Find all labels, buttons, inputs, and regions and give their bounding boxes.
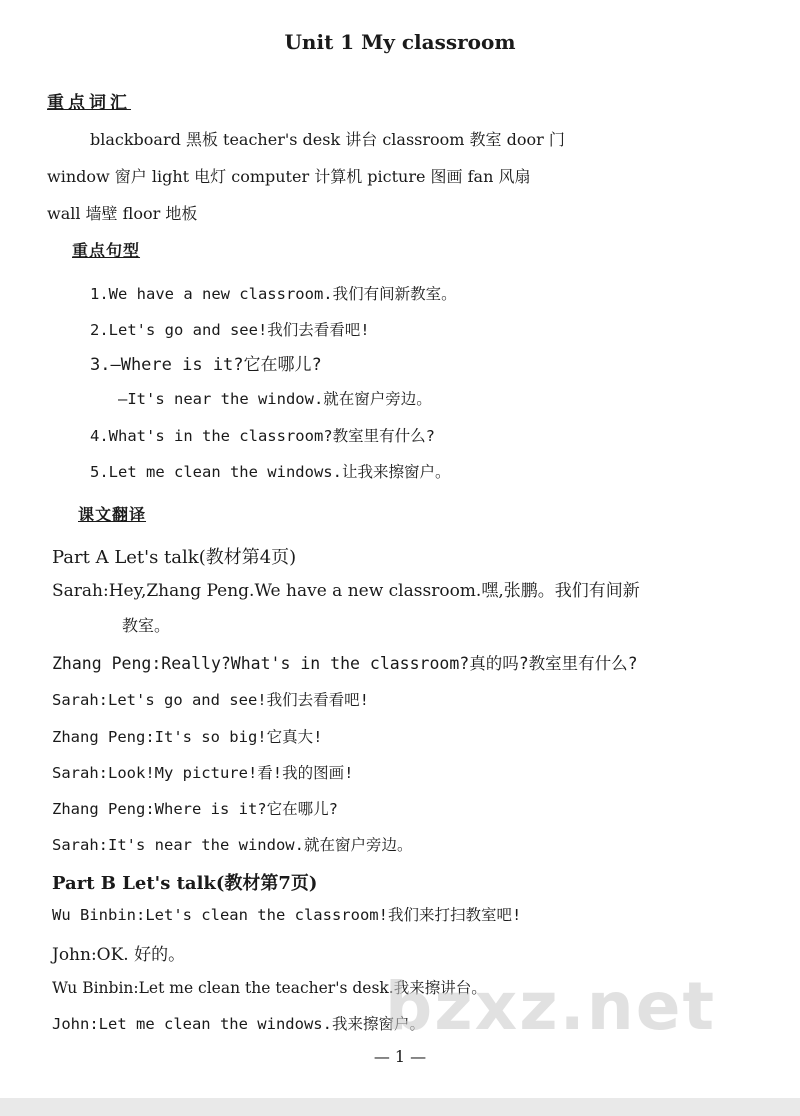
vocab-line: blackboard 黑板 teacher's desk 讲台 classroom 教室 door 门: [90, 130, 565, 149]
dialogue-line: Zhang Peng:It's so big!它真大!: [52, 728, 323, 746]
dialogue-line: Wu Binbin:Let's clean the classroom!我们来打扫教室吧!: [52, 906, 522, 924]
page-number: — 1 —: [373, 1047, 427, 1066]
part-b-title: Part B Let's talk(教材第7页): [52, 873, 318, 894]
sentence-item: 3.—Where is it?它在哪儿?: [90, 355, 322, 375]
dialogue-line: Sarah:It's near the window.就在窗户旁边。: [52, 836, 413, 854]
translation-heading: 课文翻译: [78, 505, 147, 524]
bottom-strip: [0, 1098, 800, 1116]
dialogue-line: John:Let me clean the windows.我来擦窗户。: [52, 1015, 425, 1033]
vocab-line: wall 墙壁 floor 地板: [47, 204, 198, 223]
dialogue-line: 教室。: [122, 616, 171, 635]
sentence-item: 1.We have a new classroom.我们有间新教室。: [90, 285, 457, 303]
dialogue-line: Wu Binbin:Let me clean the teacher's desk.我来擦讲台。: [52, 979, 487, 997]
sentence-item: 5.Let me clean the windows.让我来擦窗户。: [90, 463, 451, 481]
dialogue-line: John:OK. 好的。: [52, 945, 186, 965]
dialogue-line: Sarah:Look!My picture!看!我的图画!: [52, 764, 354, 782]
dialogue-line: Sarah:Hey,Zhang Peng.We have a new classroom.嘿,张鹏。我们有间新: [52, 581, 640, 601]
sentence-item: 2.Let's go and see!我们去看看吧!: [90, 321, 370, 339]
dialogue-line: Sarah:Let's go and see!我们去看看吧!: [52, 691, 369, 709]
part-a-title: Part A Let's talk(教材第4页): [52, 547, 297, 568]
sentences-heading: 重点句型: [72, 241, 141, 260]
sentence-item: —It's near the window.就在窗户旁边。: [118, 390, 432, 408]
page-title: Unit 1 My classroom: [284, 30, 516, 54]
vocab-heading: 重点词汇: [47, 93, 131, 113]
sentence-item: 4.What's in the classroom?教室里有什么?: [90, 427, 435, 445]
vocab-line: window 窗户 light 电灯 computer 计算机 picture 图画 fan 风扇: [47, 167, 531, 186]
dialogue-line: Zhang Peng:Where is it?它在哪儿?: [52, 800, 338, 818]
dialogue-line: Zhang Peng:Really?What's in the classroom?真的吗?教室里有什么?: [52, 654, 638, 673]
watermark-logo: bzxz.net: [385, 968, 717, 1045]
